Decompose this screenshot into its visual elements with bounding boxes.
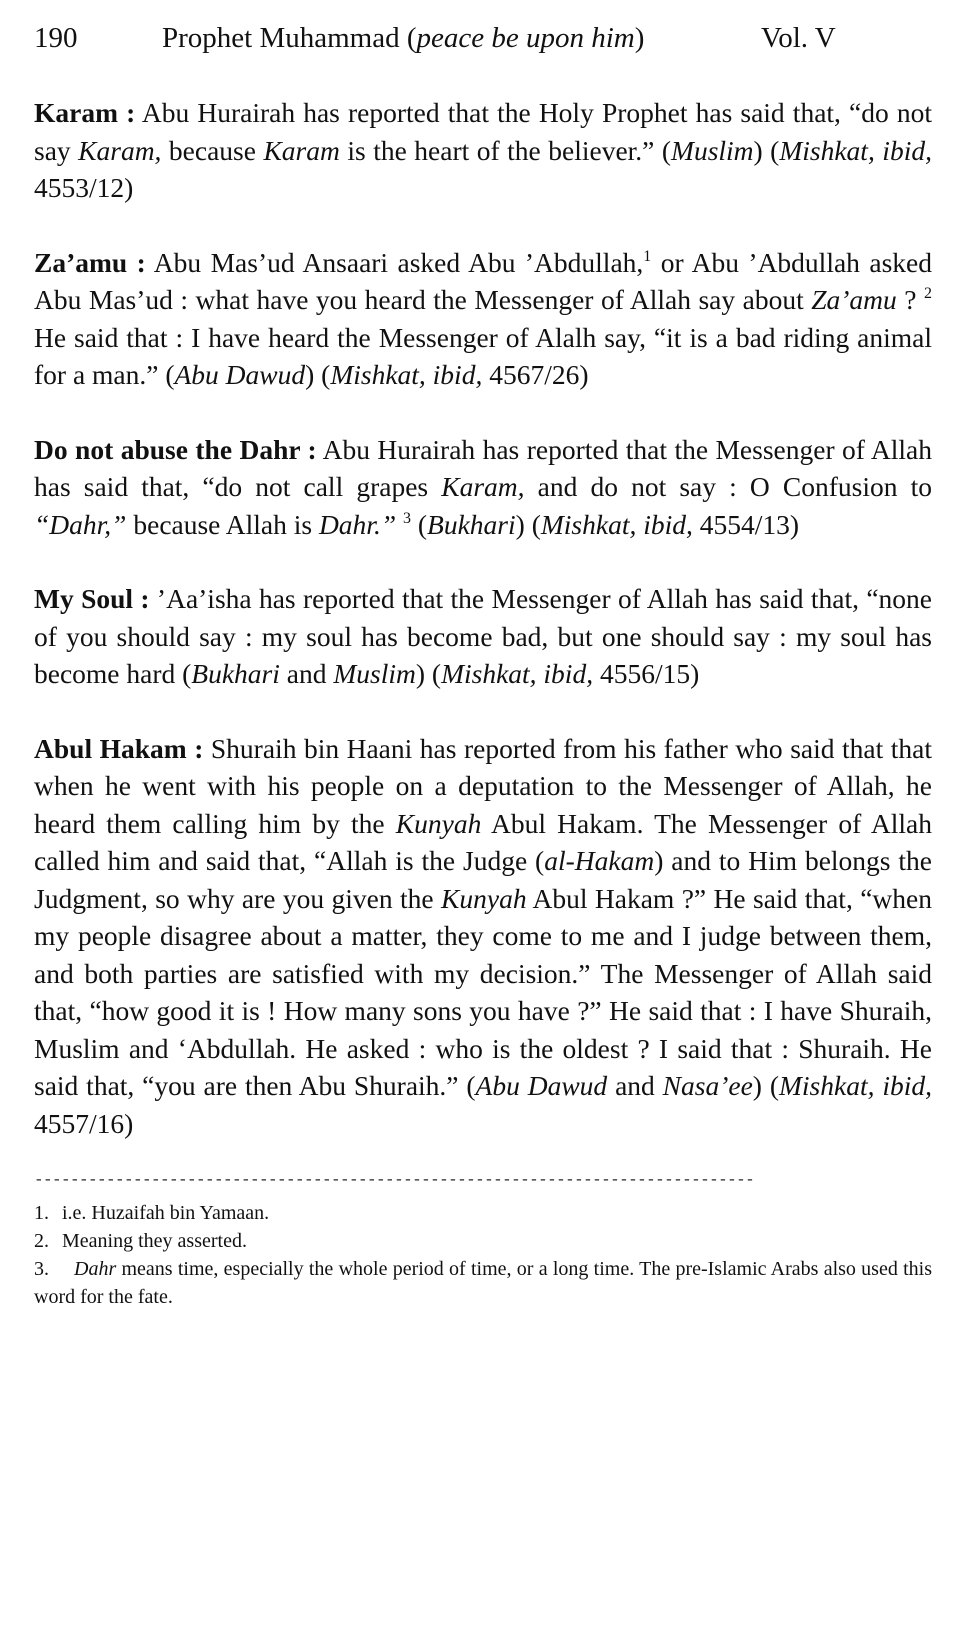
entry-heading: Za’amu : — [34, 246, 146, 278]
footnote-separator: -------------------------------------------------------------------------------- — [34, 1171, 755, 1189]
footnote-2: 2. Meaning they asserted. — [34, 1230, 247, 1252]
page-number: 190 — [34, 22, 78, 54]
volume-label: Vol. V — [761, 22, 836, 54]
entry-heading: Abul Hakam : — [34, 732, 204, 764]
running-header — [34, 22, 932, 66]
footnote-ref-3: 3 — [403, 509, 411, 527]
entry-heading: Karam : — [34, 97, 136, 128]
footnote-3: 3. Dahr means time, especially the whole period of time, or a long time. The pre-Islamic Arabs also used this word for the fate. — [34, 1258, 932, 1308]
entry-dahr: Do not abuse the Dahr : Abu Hurairah has reported that the Messenger of Allah has said that, “do not call grapes Karam, and do not say : O Confusion to “Dahr,” because Allah is Dahr.” $^3$ (Bukhari) (Mishkat, ibid, 4554/13) — [34, 433, 932, 540]
entry-abul-hakam: Abul Hakam : Shuraih bin Haani has reported from his father who said that that when he went with his people on a deputation to the Messenger of Allah, he heard them calling him by the Kunyah Abul Hakam. The Messenger of Allah called him and said that, “Allah is the Judge (al-Hakam) and to Him belongs the Judgment, so why are you given the Kunyah Abul Hakam ?” He said that, “when my people disagree about a matter, they come to me and I judge between them, and both parties are satisfied with my decision.” The Messenger of Allah said that, “how good it is ! How many sons you have ?” He said that : I have Shuraih, Muslim and ‘Abdullah. He asked : who is the oldest ? I said that : Shuraih. He said that, “you are then Abu Shuraih.” (Abu Dawud and Nasa’ee) (Mishkat, ibid, 4557/16) — [34, 732, 932, 1139]
footnote-1: 1. i.e. Huzaifah bin Yamaan. — [34, 1202, 270, 1224]
entry-karam: Karam : Abu Hurairah has reported that the Holy Prophet has said that, “do not say Karam, because Karam is the heart of the believer.” (Muslim) (Mishkat, ibid, 4553/12) — [34, 97, 933, 203]
main-text — [34, 94, 932, 1142]
entry-heading: Do not abuse the Dahr : — [34, 433, 317, 465]
footnote-ref-2: 2 — [924, 285, 932, 302]
book-page — [34, 22, 932, 1311]
entry-zaamu: Za’amu : Abu Mas’ud Ansaari asked Abu ’Abdullah,$^1$ or Abu ’Abdullah asked Abu Mas’ud : what have you heard the Messenger of Allah say about Za’amu ? $^2$ He said that : I have heard the Messenger of Alalh say, “it is a bad riding animal for a man.” (Abu Dawud) (Mishkat, ibid, 4567/26) — [34, 246, 932, 390]
entry-heading: My Soul : — [34, 583, 150, 614]
footnote-ref-1: 1 — [643, 247, 652, 265]
book-title: Prophet Muhammad (peace be upon him) — [162, 22, 645, 54]
footnotes — [34, 1199, 932, 1311]
entry-my-soul: My Soul : ’Aa’isha has reported that the Messenger of Allah has said that, “none of you should say : my soul has become bad, but one should say : my soul has become hard (Bukhari and Muslim) (Mishkat, ibid, 4556/15) — [34, 583, 932, 689]
